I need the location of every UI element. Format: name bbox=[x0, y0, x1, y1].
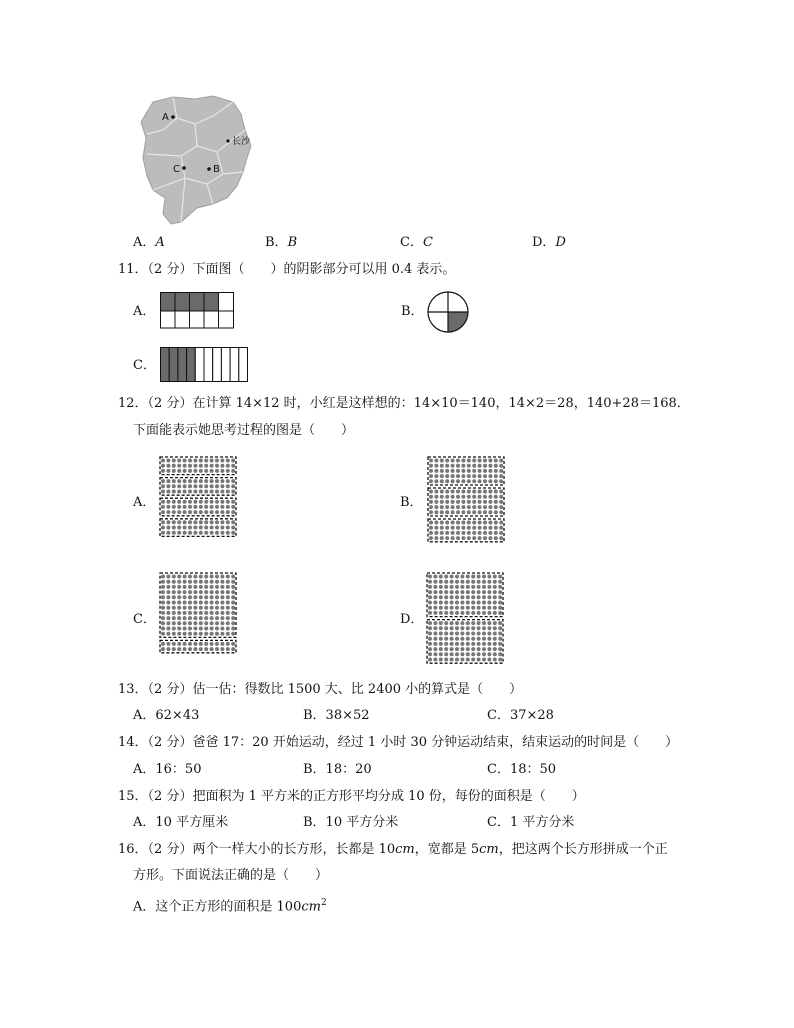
q16-option-a[interactable] bbox=[133, 895, 327, 915]
q10-option-d-value: D bbox=[555, 235, 566, 250]
q11-figure-c bbox=[160, 347, 250, 383]
q10-option-b[interactable] bbox=[265, 235, 297, 251]
q16-unit-length: cm bbox=[395, 842, 415, 857]
q10-option-d-letter: D． bbox=[532, 235, 556, 250]
q12-figure-b bbox=[427, 455, 509, 551]
q14-option-c[interactable]: C．18：50 bbox=[487, 762, 557, 777]
map-image bbox=[133, 94, 263, 226]
q16-stem-line1 bbox=[118, 842, 668, 858]
q10-option-a[interactable] bbox=[133, 235, 165, 251]
q14-option-b[interactable]: B．18：20 bbox=[303, 762, 372, 777]
q14-stem: 14．（2 分）爸爸 17：20 开始运动，经过 1 小时 30 分钟运动结束，结束运动的时间是（ ） bbox=[118, 735, 679, 750]
q15-option-c[interactable]: C．1 平方分米 bbox=[487, 815, 575, 830]
q12-option-b-label[interactable]: B． bbox=[400, 495, 423, 510]
q13-option-a[interactable]: A．62×43 bbox=[133, 708, 200, 723]
q15-stem: 15．（2 分）把面积为 1 平方米的正方形平均分成 10 份，每份的面积是（ ） bbox=[118, 789, 585, 804]
q12-option-a-label[interactable]: A． bbox=[133, 495, 156, 510]
map-label-c: C bbox=[173, 164, 180, 175]
q11-figure-a bbox=[160, 292, 236, 332]
q10-option-a-letter: A． bbox=[133, 235, 156, 250]
q16-unit-width: cm bbox=[479, 842, 499, 857]
q12-stem-line2: 下面能表示她思考过程的图是（ ） bbox=[133, 423, 355, 438]
q11-option-b-label[interactable]: B． bbox=[401, 304, 424, 319]
q12-option-d-label[interactable]: D． bbox=[400, 612, 424, 627]
q12-figure-d bbox=[426, 571, 508, 667]
q16-option-a-sup: 2 bbox=[320, 898, 327, 908]
q15-option-a[interactable]: A．10 平方厘米 bbox=[133, 815, 229, 830]
q16-stem-mid: ，宽都是 5 bbox=[414, 842, 480, 857]
q11-stem: 11．（2 分）下面图（ ）的阴影部分可以用 0.4 表示。 bbox=[118, 262, 456, 277]
q13-stem: 13．（2 分）估一估：得数比 1500 大、比 2400 小的算式是（ ） bbox=[118, 682, 523, 697]
q10-option-c-letter: C． bbox=[400, 235, 423, 250]
q10-option-a-value: A bbox=[155, 235, 165, 250]
q10-option-b-value: B bbox=[287, 235, 298, 250]
map-label-city: 长沙 bbox=[232, 137, 251, 147]
q10-option-b-letter: B． bbox=[265, 235, 288, 250]
q11-option-c-label[interactable]: C． bbox=[133, 358, 156, 373]
map-figure bbox=[133, 94, 263, 226]
q15-option-b[interactable]: B．10 平方分米 bbox=[303, 815, 399, 830]
q10-option-c-value: C bbox=[422, 235, 433, 250]
q16-stem-line2: 方形。下面说法正确的是（ ） bbox=[133, 868, 329, 883]
q11-figure-b bbox=[427, 291, 471, 335]
q12-stem-line1: 12．（2 分）在计算 14×12 时，小红是这样想的：14×10＝140，14×2＝28，140+28＝168． bbox=[118, 396, 690, 411]
q10-option-d[interactable] bbox=[532, 235, 566, 251]
q16-option-a-text: A．这个正方形的面积是 100 bbox=[133, 899, 302, 915]
q16-stem-post: ，把这两个长方形拼成一个正 bbox=[498, 842, 668, 857]
q12-figure-c bbox=[159, 571, 241, 667]
q14-option-a[interactable]: A．16：50 bbox=[133, 762, 202, 777]
q13-option-b[interactable]: B．38×52 bbox=[303, 708, 370, 723]
q11-option-a-label[interactable]: A． bbox=[133, 304, 156, 319]
q12-figure-a bbox=[159, 455, 241, 551]
q16-stem-pre: 16．（2 分）两个一样大小的长方形，长都是 10 bbox=[118, 842, 396, 857]
q10-option-c[interactable] bbox=[400, 235, 433, 251]
map-label-a: A bbox=[162, 112, 169, 123]
q16-option-a-unit: cm bbox=[301, 899, 321, 915]
map-label-b: B bbox=[213, 164, 220, 175]
q12-option-c-label[interactable]: C． bbox=[133, 612, 156, 627]
q13-option-c[interactable]: C．37×28 bbox=[487, 708, 554, 723]
